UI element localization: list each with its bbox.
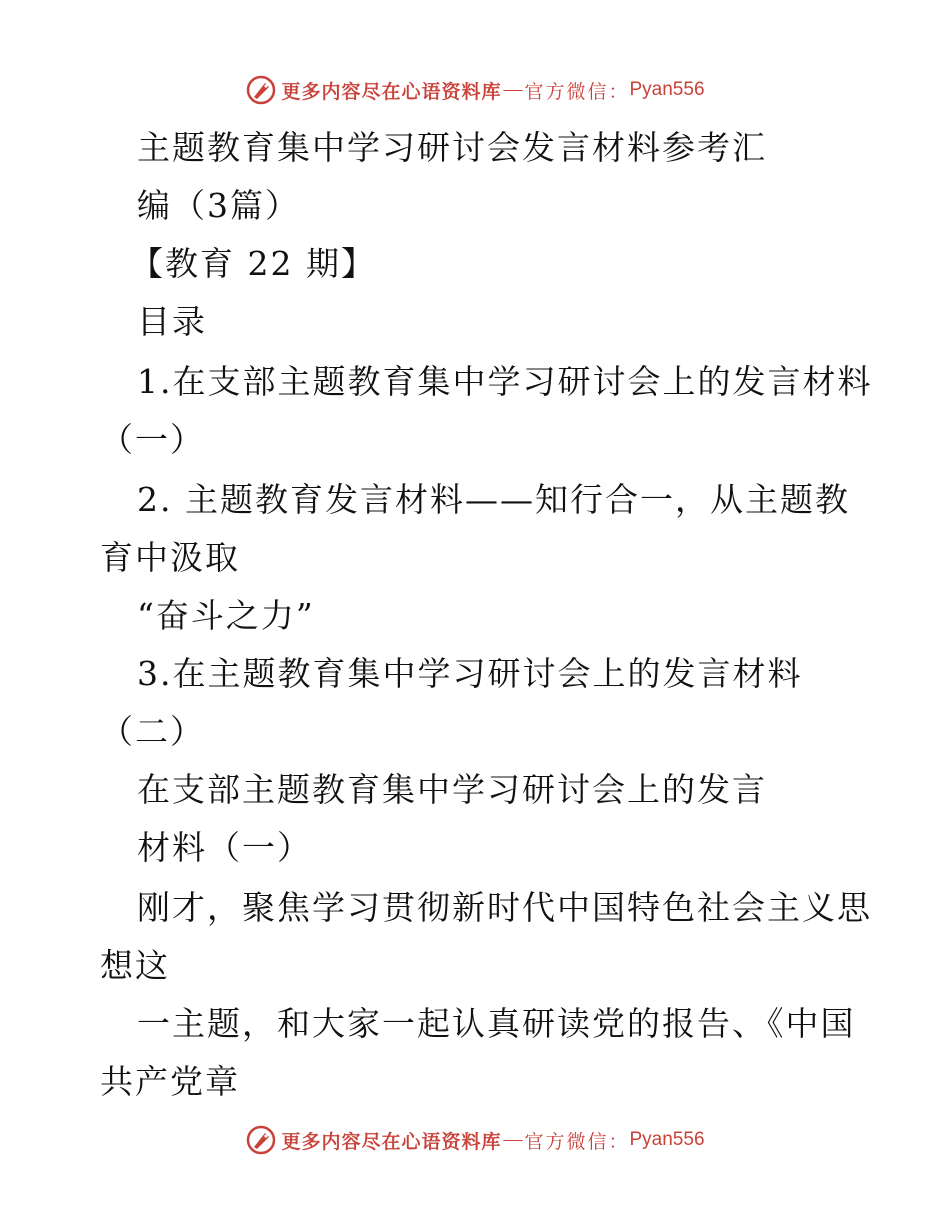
body-line-3: 一主题，和大家一起认真研读党的报告、《中国: [137, 1004, 856, 1043]
watermark-footer: [0, 1120, 950, 1160]
section-title-line1: 在支部主题教育集中学习研讨会上的发言: [137, 770, 767, 809]
body-line-4: 共产党章: [100, 1062, 240, 1101]
toc-item-2-line1: 2. 主题教育发言材料——知行合一，从主题教: [137, 480, 850, 519]
body-line-2: 想这: [100, 946, 170, 985]
section-title-line2: 材料（一）: [137, 828, 312, 867]
pen-nib-logo-icon: [245, 74, 277, 106]
document-title-line1: 主题教育集中学习研讨会发言材料参考汇: [137, 128, 767, 167]
toc-heading: 目录: [137, 302, 207, 341]
toc-item-2-line2: 育中汲取: [100, 538, 240, 577]
watermark-handle: Pyan556: [629, 79, 705, 100]
toc-item-3-line1: 3.在主题教育集中学习研讨会上的发言材料: [137, 654, 803, 693]
watermark-header: [0, 70, 950, 110]
watermark-separator: —: [503, 79, 523, 100]
toc-item-3-line2: （二）: [100, 712, 205, 751]
document-title-line2: 编（3篇）: [137, 186, 300, 225]
watermark-brand: 更多内容尽在心语资料库: [281, 1131, 502, 1153]
issue-label: 【教育 22 期】: [130, 244, 376, 283]
pen-nib-logo-icon: [245, 1124, 277, 1156]
watermark-separator: —: [503, 1129, 523, 1150]
toc-item-1-line1: 1.在支部主题教育集中学习研讨会上的发言材料: [137, 362, 873, 401]
watermark-handle: Pyan556: [629, 1129, 705, 1150]
watermark-official-label: 官方微信：: [524, 81, 630, 103]
body-line-1: 刚才，聚焦学习贯彻新时代中国特色社会主义思: [137, 888, 872, 927]
toc-item-1-line2: （一）: [100, 420, 205, 459]
watermark-official-label: 官方微信：: [524, 1131, 630, 1153]
toc-item-2-line3: “奋斗之力”: [137, 596, 315, 635]
watermark-brand: 更多内容尽在心语资料库: [281, 81, 502, 103]
